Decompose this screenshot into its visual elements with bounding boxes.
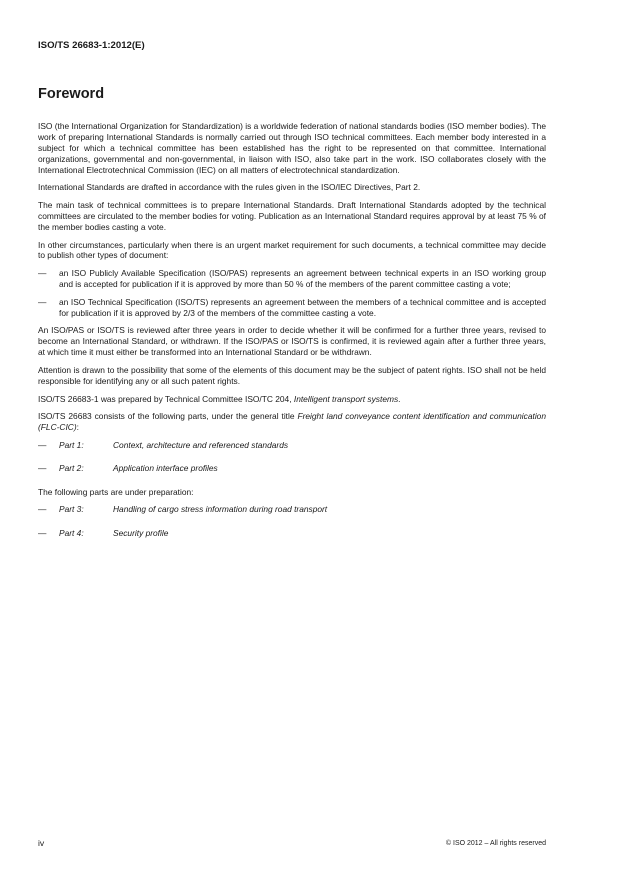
paragraph-under-preparation: The following parts are under preparation: bbox=[38, 486, 194, 497]
part-title: Context, architecture and referenced standards bbox=[113, 439, 289, 450]
parts-intro-end: : bbox=[76, 422, 79, 433]
bullet-dash: — bbox=[38, 504, 47, 515]
part-title: Handling of cargo stress information during road transport bbox=[113, 504, 328, 515]
paragraph-main-task: The main task of technical committees is to prepare International Standards. Draft International Standards adopted by the technical committees are circulated to the member bodies for voting. Publication as an International Standard requires approval by at least 75 % of the member bodies casting a vote. bbox=[38, 200, 546, 232]
bullet-dash: — bbox=[38, 527, 47, 538]
paragraph-parts-intro bbox=[38, 411, 546, 433]
part-number: Part 3: bbox=[59, 504, 84, 515]
prepared-by-end: . bbox=[398, 393, 401, 404]
paragraph-review: An ISO/PAS or ISO/TS is reviewed after three years in order to decide whether it will be confirmed for a further three years, revised to become an International Standard, or withdrawn. If the ISO/PAS or ISO/TS is confirmed, it is reviewed again after a further three years, at which time it must either be transformed into an International Standard or be withdrawn. bbox=[38, 325, 546, 358]
list-item-part-3 bbox=[38, 504, 546, 515]
list-item-pas-text: an ISO Publicly Available Specification (ISO/PAS) represents an agreement between technical experts in an ISO working group and is accepted for publication if it is approved by more than 50 % of the members of the parent committee casting a vote; bbox=[59, 268, 546, 290]
committee-title: Intelligent transport systems bbox=[293, 393, 399, 404]
copyright-notice: © ISO 2012 – All rights reserved bbox=[445, 840, 546, 847]
paragraph-iso-intro: ISO (the International Organization for Standardization) is a worldwide federation of national standards bodies (ISO member bodies). The work of preparing International Standards is normally carried out through ISO technical committees. Each member body interested in a subject for which a technical committee has been established has the right to be represented on that committee. International organizations, governmental and non-governmental, in liaison with ISO, also take part in the work. ISO collaborates closely with the International Electrotechnical Commission (IEC) on all matters of electrotechnical standardization. bbox=[38, 121, 546, 175]
bullet-dash: — bbox=[38, 463, 47, 474]
list-item-part-2 bbox=[38, 463, 546, 474]
bullet-dash: — bbox=[38, 268, 47, 279]
paragraph-prepared-by bbox=[38, 394, 546, 405]
bullet-dash: — bbox=[38, 439, 47, 450]
paragraph-other-circumstances: In other circumstances, particularly when there is an urgent market requirement for such documents, a technical committee may decide to publish other types of document: bbox=[38, 239, 546, 261]
list-item-part-4 bbox=[38, 528, 546, 539]
list-item-pas bbox=[38, 268, 546, 290]
part-number: Part 4: bbox=[59, 527, 84, 538]
page-title: Foreword bbox=[38, 86, 105, 102]
list-item-ts-text: an ISO Technical Specification (ISO/TS) represents an agreement between the members of a technical committee and is accepted for publication if it is approved by 2/3 of the members of the committee casting a vote. bbox=[59, 296, 546, 318]
page-number: iv bbox=[38, 838, 45, 848]
list-item-ts bbox=[38, 297, 546, 319]
part-number: Part 2: bbox=[59, 463, 84, 474]
parts-intro-text: ISO/TS 26683 consists of the following parts, under the general title bbox=[38, 411, 298, 422]
part-title: Security profile bbox=[113, 527, 169, 538]
document-identifier: ISO/TS 26683-1:2012(E) bbox=[38, 40, 145, 51]
paragraph-patent: Attention is drawn to the possibility that some of the elements of this document may be the subject of patent rights. ISO shall not be held responsible for identifying any or all such patent rights. bbox=[38, 364, 546, 386]
prepared-by-text: ISO/TS 26683-1 was prepared by Technical Committee ISO/TC 204, bbox=[38, 393, 294, 404]
part-number: Part 1: bbox=[59, 439, 84, 450]
list-item-part-1 bbox=[38, 440, 546, 451]
paragraph-directives: International Standards are drafted in accordance with the rules given in the ISO/IEC Directives, Part 2. bbox=[38, 182, 421, 193]
foreword-body bbox=[38, 121, 546, 551]
part-title: Application interface profiles bbox=[113, 463, 218, 474]
general-title: Freight land conveyance content identification and communication (FLC-CIC) bbox=[38, 411, 546, 433]
bullet-dash: — bbox=[38, 296, 47, 307]
